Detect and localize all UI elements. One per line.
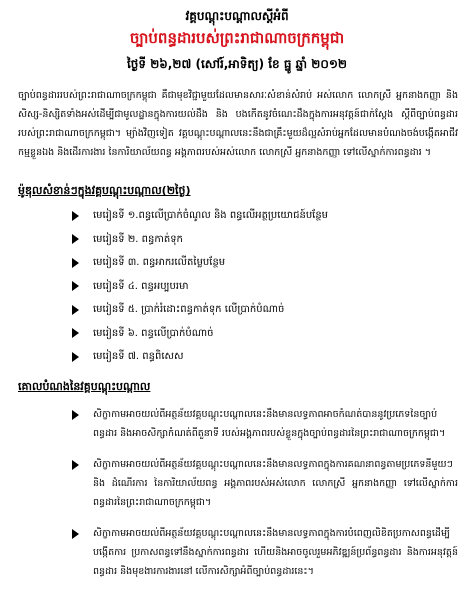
arrow-bullet-icon bbox=[72, 211, 79, 221]
modules-heading: ម៉ូឌុលសំខាន់ៗក្នុងវគ្គបណ្តុះបណ្តាល(២ថ្ងៃ) bbox=[18, 184, 191, 197]
list-item bbox=[72, 455, 458, 512]
course-dateline: ថ្ងៃទី ២៦,២៧ (សៅរ៍,អាទិត្យ) ខែ ធ្នូ ឆ្នាំ ២០១២ bbox=[127, 57, 347, 71]
list-item bbox=[72, 251, 452, 275]
module-label: មេរៀនទី ៥. ប្រាក់រំដោះពន្ធកាត់ទុក លើប្រាក់បំណាច់ bbox=[93, 304, 285, 316]
arrow-bullet-icon bbox=[72, 281, 79, 291]
modules-list bbox=[72, 204, 452, 369]
arrow-bullet-icon bbox=[72, 258, 79, 268]
list-item bbox=[72, 322, 452, 346]
arrow-bullet-icon bbox=[72, 410, 79, 420]
arrow-bullet-icon bbox=[72, 328, 79, 338]
objective-text: សិក្ខាកាមអាចយល់ពីអត្ថន័យវគ្គបណ្តុះបណ្តាលនេះនឹងមានលទ្ធភាពក្នុងការបំពេញលិខិតប្រកាសពន្ធដើម្បីបង្កើតការ ប្រកាសពន្ធទៅនឹងស្នាក់ការពន្ធដារ ហើយនិងអាចចូលរួមអភិវឌ្ឍន៍ប្រព័ន្ធពន្ធដារ និងការអនុវត្តន៍ពន្ធដារ និងមុខងារការងារនៅ លើការសិក្សាអំពីច្បាប់ពន្ធដារនេះ។ bbox=[93, 528, 458, 577]
module-label: មេរៀនទី ២. ពន្ធកាត់ទុក bbox=[93, 233, 183, 245]
list-item bbox=[72, 204, 452, 228]
objective-text: សិក្ខាកាមអាចយល់ពីអត្ថន័យវគ្គបណ្តុះបណ្តាលនេះនឹងមានលទ្ធភាពក្នុងការគណនាពន្ធតាមប្រភេទនីមួយៗ និង ដំណើរការ នៃការិយាល័យពន្ធ អង្គភាពរបស់អស់លោក លោកស្រី អ្នកនាងកញ្ញា ទៅលើស្នាក់ការពន្ធដារនៃព្រះរាជាណាចក្រកម្ពុជា។ bbox=[93, 459, 458, 508]
course-kicker: វគ្គបណ្តុះបណ្តាលស្តីអំពី bbox=[185, 9, 289, 23]
module-label: មេរៀនទី ៧. ពន្ធពិសេស bbox=[93, 351, 184, 363]
list-item bbox=[72, 345, 452, 369]
module-label: មេរៀនទី ១.ពន្ធលើប្រាក់ចំណូល និង ពន្ធលើអត្ថប្រយោជន៍បន្ថែម bbox=[93, 210, 329, 222]
objective-text: សិក្ខាកាមអាចយល់ពីអត្ថន័យវគ្គបណ្តុះបណ្តាលនេះនឹងមានលទ្ធភាពអាចកំណត់បាននូវប្រភេទនៃច្បាប់ពន្ធដារ និងអាចសិក្សាកំណត់ពីតួនាទី របស់អង្គភាពរបស់ខ្លួនក្នុងច្បាប់ពន្ធដារនៃព្រះរាជាណាចក្រកម្ពុជា។ bbox=[93, 409, 446, 439]
arrow-bullet-icon bbox=[72, 529, 79, 539]
list-item bbox=[72, 298, 452, 322]
module-label: មេរៀនទី ៤. ពន្ធអប្បបរមា bbox=[93, 280, 189, 292]
list-item bbox=[72, 228, 452, 252]
module-label: មេរៀនទី ៦. ពន្ធលើប្រាក់បំណាច់ bbox=[93, 327, 214, 339]
list-item bbox=[72, 275, 452, 299]
arrow-bullet-icon bbox=[72, 460, 79, 470]
arrow-bullet-icon bbox=[72, 305, 79, 315]
module-label: មេរៀនទី ៣. ពន្ធអាករលើតម្លៃបន្ថែម bbox=[93, 257, 226, 269]
list-item bbox=[72, 524, 458, 581]
intro-text: ច្បាប់ពន្ធដាររបស់ព្រះរាជាណាចក្រកម្ពុជា គឺជាមុខវិជ្ជាមួយដែលមានសារៈសំខាន់សំរាប់ អស់លោក លោកស្រី អ្នកនាងកញ្ញា និង សិស្ស-និស្សិតទាំងអស់ដើម្បីជាមូលដ្ឋានក្នុងការយល់ដឹង និង បងកើតនូវចំណេះដឹងក្នុងការអនុវត្តន៍ជាក់ស្តែង ស្តីពីច្បាប់ពន្ធដារ របស់ព្រះរាជាណាចក្រកម្ពុជា។ ម្យ៉ាងវិញទៀត វគ្គបណ្តុះបណ្តាលនេះនឹងជាគ្រឹះមួយដ៏ល្អសំរាប់អ្នកដែលមានបំណងចង់បង្កើតអាជីវកម្មខ្លួនឯង និងដើរការងារ នៃការិយាល័យពន្ធ អង្គភាពរបស់អស់លោក លោកស្រី អ្នកនាងកញ្ញា ទៅលើស្នាក់ការពន្ធដារ ។ bbox=[18, 90, 458, 158]
intro-paragraph bbox=[18, 86, 458, 162]
document-title: ច្បាប់ពន្ធដារបស់ព្រះរាជាណាចក្រកម្ពុជា bbox=[129, 29, 345, 47]
objectives-heading: គោលបំណងនៃវគ្គបណ្តុះបណ្តាល bbox=[18, 380, 151, 393]
arrow-bullet-icon bbox=[72, 352, 79, 362]
list-item bbox=[72, 405, 458, 443]
objectives-list bbox=[72, 405, 458, 593]
arrow-bullet-icon bbox=[72, 234, 79, 244]
